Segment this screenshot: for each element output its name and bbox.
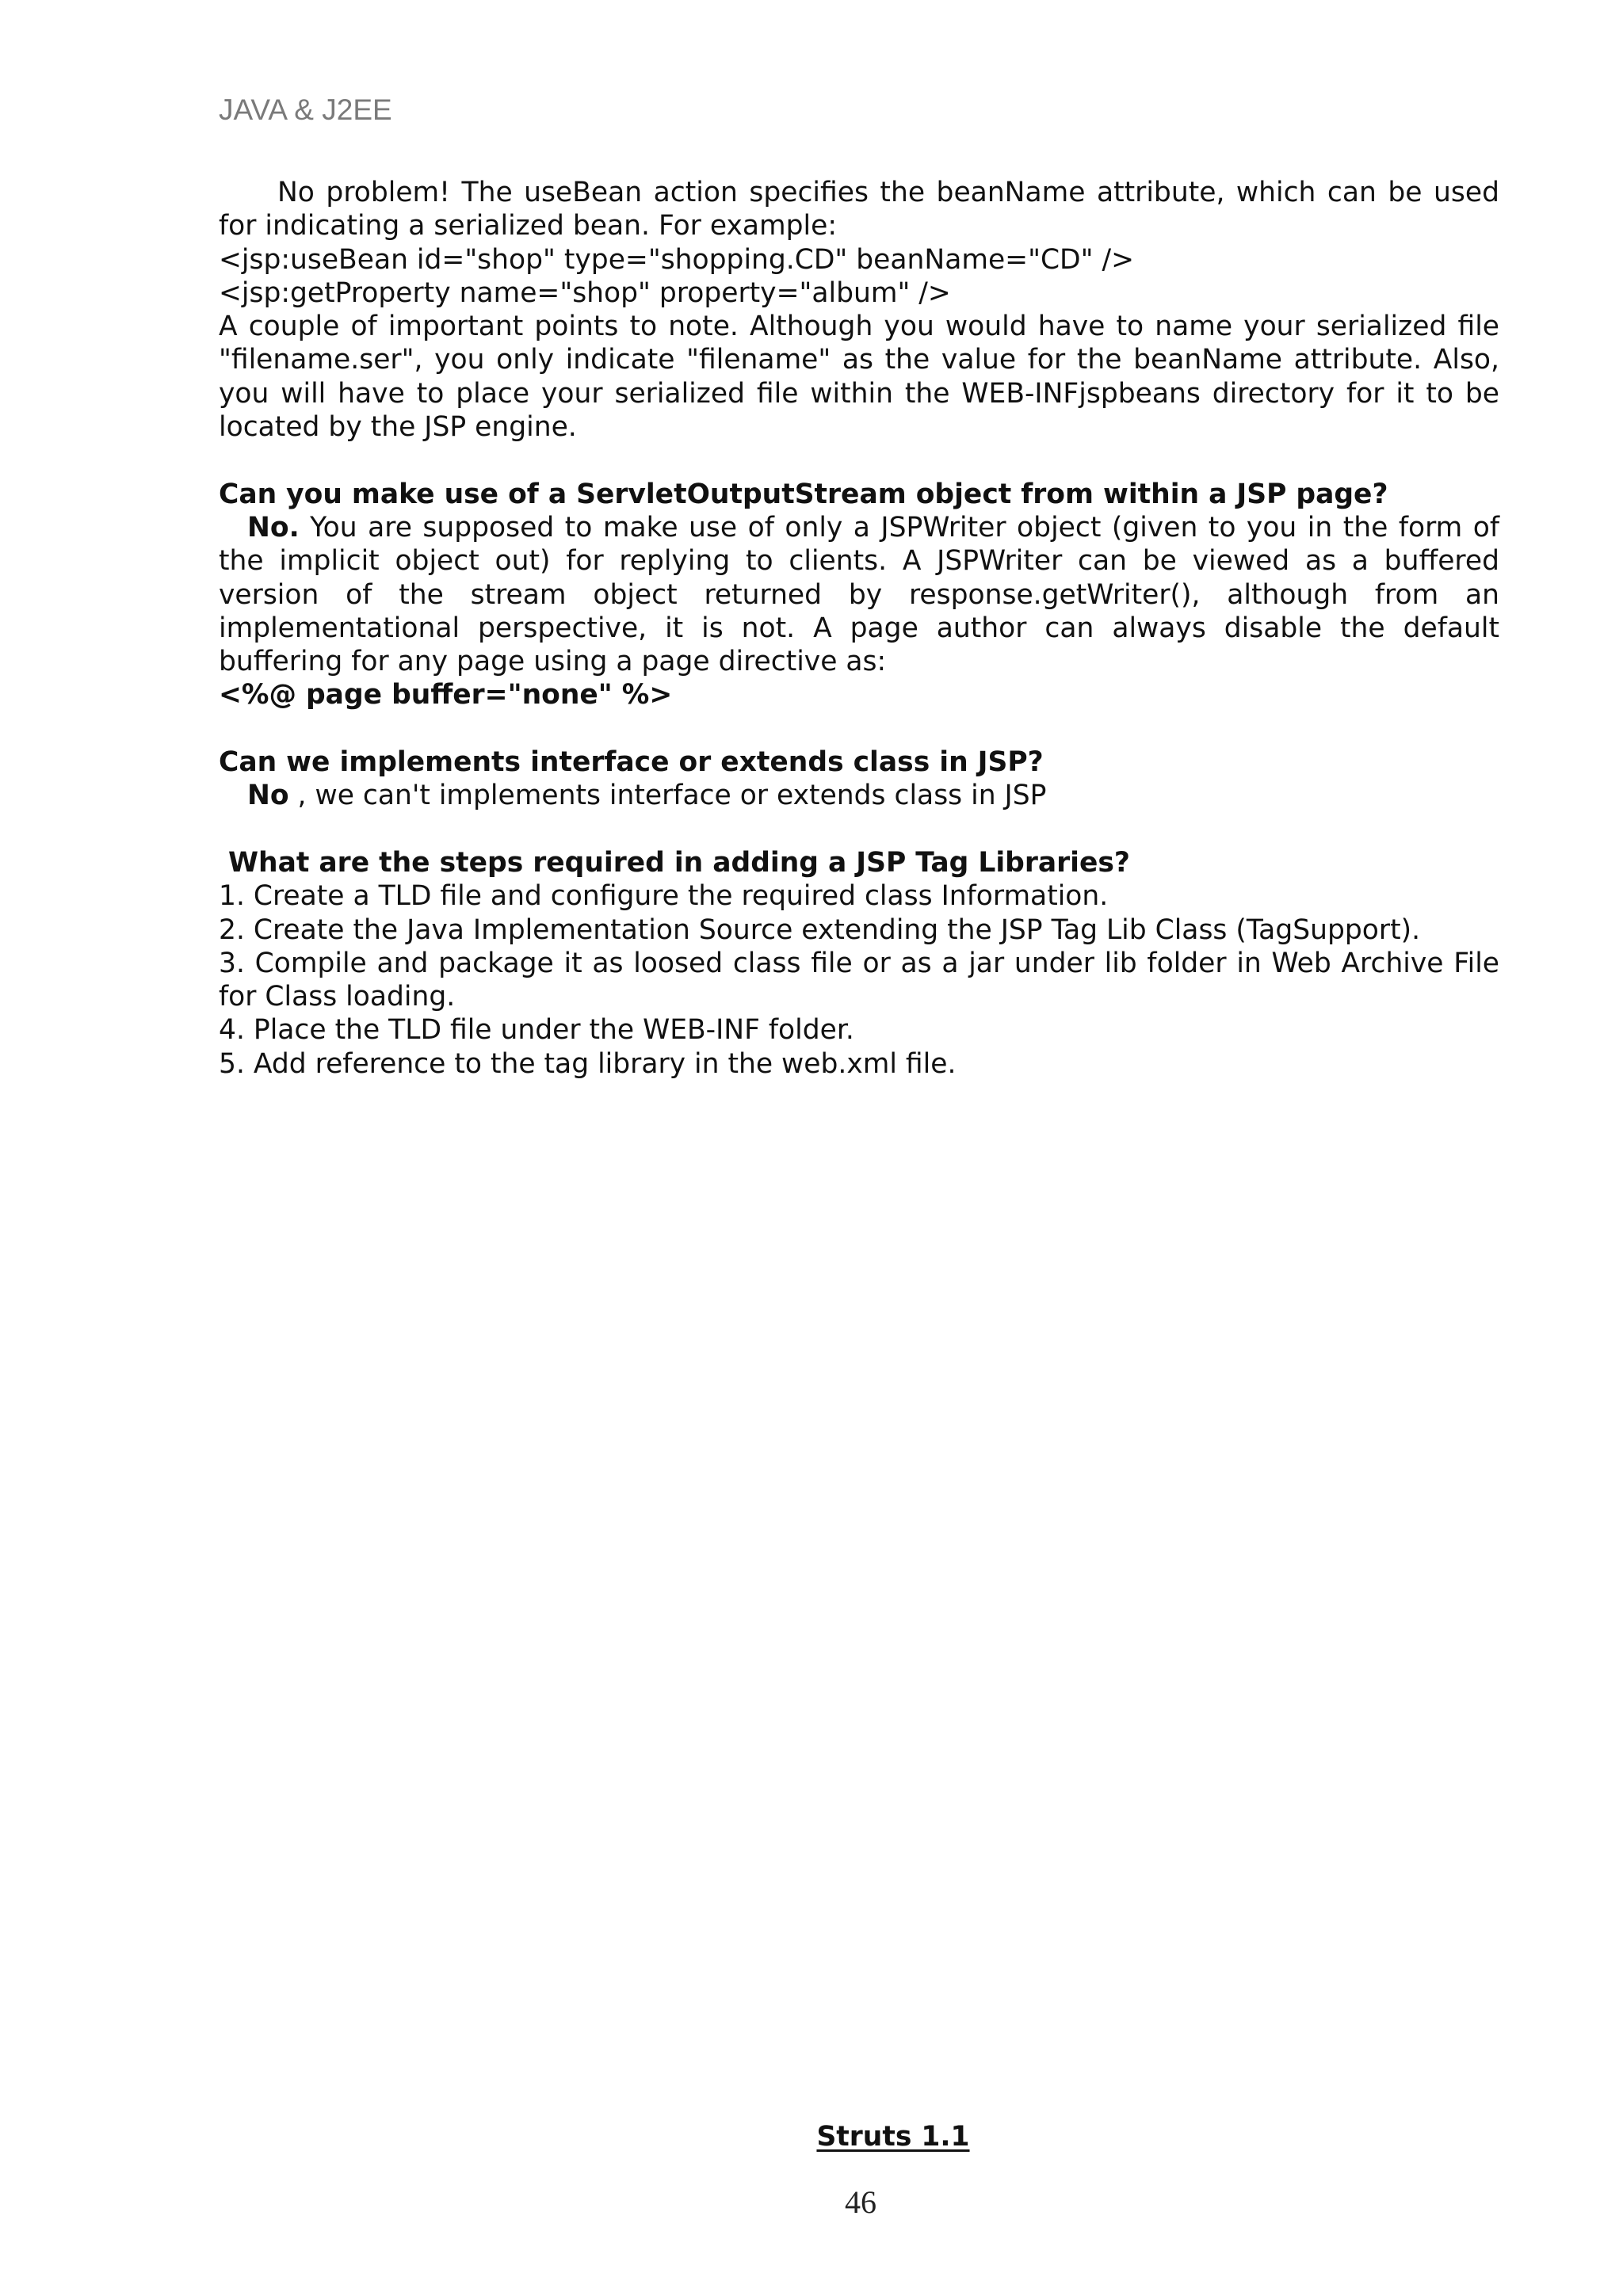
code-line-usebean: <jsp:useBean id="shop" type="shopping.CD" beanName="CD" /> [219, 243, 1134, 276]
list-item-step-1: 1. Create a TLD file and configure the required class Information. [219, 880, 1109, 913]
list-item-step-2: 2. Create the Java Implementation Source extending the JSP Tag Lib Class (TagSupport). [219, 913, 1421, 946]
section-spacer [219, 444, 1499, 477]
question-implements-interface: Can we implements interface or extends class in JSP? [219, 746, 1044, 779]
question-text: What are the steps required in adding a JSP Tag Libraries? [228, 846, 1130, 879]
answer-lead-word: No [247, 780, 289, 812]
next-section-heading-text: Struts 1.1 [816, 2121, 970, 2153]
list-item-step-3: 3. Compile and package it as loosed class file or as a jar under lib folder in Web Archive File for Class loading. [219, 947, 1499, 1013]
question-tag-libraries [219, 846, 1499, 879]
page-number-text: 46 [845, 2184, 876, 2220]
running-header: JAVA & J2EE [219, 93, 392, 126]
intro-paragraph: No problem! The useBean action specifies the beanName attribute, which can be used for indicating a serialized bean. For example: [219, 177, 1499, 242]
next-section-heading [0, 2121, 1623, 2153]
answer-implements-interface [219, 779, 1499, 812]
page-number [0, 2183, 1623, 2221]
answer-text: You are supposed to make use of only a JSPWriter object (given to you in the form of the implicit object out) for replying to clients. A JSPWriter can be viewed as a buffered version of the stream object returned by response.getWriter(), although from an implementational perspective, it is not. A page author can always disable the default buffering for any page using a page directive as: [219, 511, 1499, 678]
intro-note-paragraph: A couple of important points to note. Although you would have to name your serialized file "filename.ser", you only indicate "filename" as the value for the beanName attribute. Also, you will have to place your serialized file within the WEB-INFjspbeans directory for it to be located by the JSP engine. [219, 311, 1499, 444]
page-content [219, 176, 1499, 1081]
section-spacer [219, 813, 1499, 846]
code-line-getproperty: <jsp:getProperty name="shop" property="album" /> [219, 277, 951, 309]
section-spacer [219, 712, 1499, 746]
answer-servlet-output-stream [219, 511, 1499, 678]
list-item-step-4: 4. Place the TLD file under the WEB-INF folder. [219, 1014, 854, 1047]
answer-lead-word: No. [247, 511, 300, 543]
question-servlet-output-stream: Can you make use of a ServletOutputStream object from within a JSP page? [219, 478, 1388, 510]
answer-text: , we can't implements interface or extends class in JSP [297, 780, 1047, 812]
list-item-step-5: 5. Add reference to the tag library in the web.xml file. [219, 1047, 957, 1080]
page-directive-code: <%@ page buffer="none" %> [219, 679, 673, 711]
